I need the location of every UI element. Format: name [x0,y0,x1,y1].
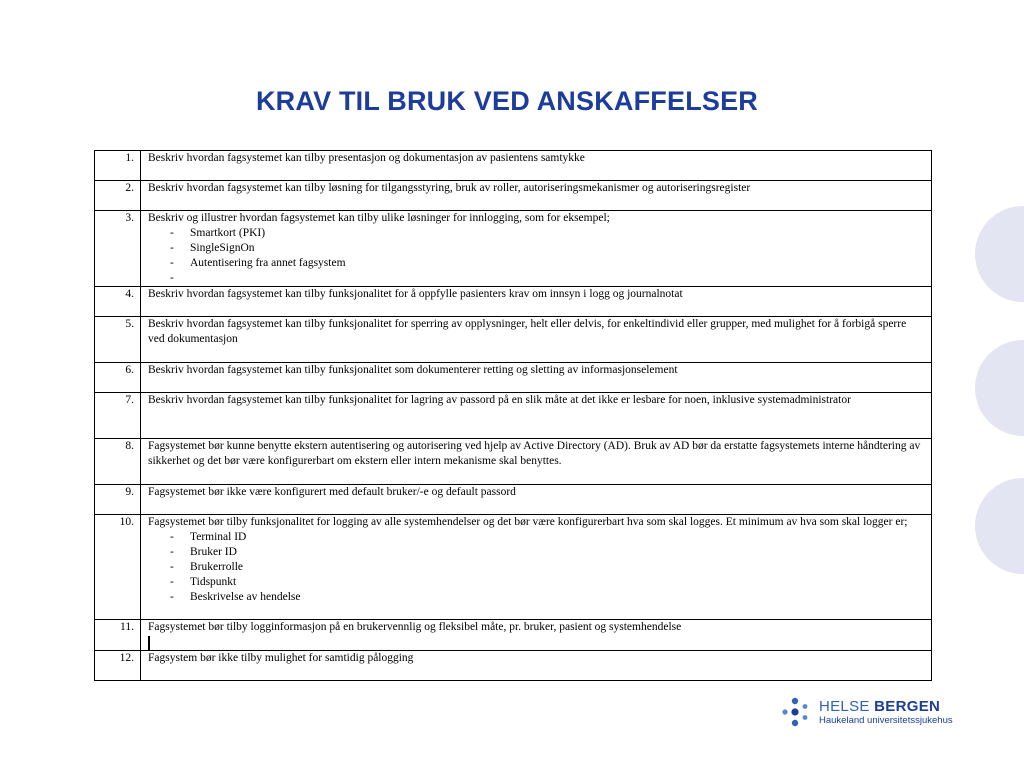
requirement-row [95,439,932,485]
requirement-cell [141,393,932,439]
requirement-number: 2. [95,181,141,211]
requirement-row [95,515,932,620]
decorative-circle-bottom [975,478,1024,574]
requirement-text: Beskriv hvordan fagsystemet kan tilby presentasjon og dokumentasjon av pasientens samtykke [148,152,585,164]
logo-wordmark [819,699,953,714]
requirement-cell [141,439,932,485]
text-cursor [148,636,150,650]
requirement-bullet-item: - Smartkort (PKI) [170,226,925,241]
requirement-cell [141,515,932,620]
requirement-text: Beskriv hvordan fagsystemet kan tilby funksjonalitet for sperring av opplysninger, helt eller delvis, for enkeltindivid eller grupper, med mulighet for å forbigå sperre ved dokumentasjon [148,318,907,345]
requirement-cell [141,211,932,287]
requirement-number: 3. [95,211,141,287]
decorative-circle-top [975,206,1024,302]
requirement-number: 4. [95,287,141,317]
requirement-cell [141,363,932,393]
requirement-cell [141,651,932,681]
requirement-row [95,211,932,287]
requirement-row [95,181,932,211]
requirement-number: 5. [95,317,141,363]
requirement-bullet-item: - Tidspunkt [170,575,925,590]
requirement-bullet-item: - Terminal ID [170,530,925,545]
requirement-bullet-list [148,530,925,605]
requirement-text: Fagsystemet bør ikke være konfigurert med default bruker/-e og default passord [148,486,516,498]
logo-helse: HELSE [819,697,870,715]
requirement-cell [141,620,932,651]
requirement-text: Fagsystemet bør kunne benytte ekstern autentisering og autorisering ved hjelp av Active Directory (AD). Bruk av AD bør da erstatte fagsystemets interne håndtering av sikkerhet og det bør være konfigurerbart om ekstern eller intern mekanisme skal benyttes. [148,440,921,467]
logo-bergen: BERGEN [874,697,941,715]
requirement-cell [141,151,932,181]
requirement-cell [141,317,932,363]
logo-subtitle: Haukeland universitetssjukehus [819,714,953,726]
requirement-cell [141,287,932,317]
requirement-number: 11. [95,620,141,651]
requirement-text: Beskriv hvordan fagsystemet kan tilby funksjonalitet for lagring av passord på en slik måte at det ikke er lesbare for noen, inklusive systemadministrator [148,394,851,406]
requirement-bullet-item: - Bruker ID [170,545,925,560]
requirement-number: 12. [95,651,141,681]
helse-bergen-logo [781,696,953,728]
requirement-number: 9. [95,485,141,515]
helse-bergen-dots-icon [781,696,813,728]
requirement-row [95,363,932,393]
requirement-row [95,651,932,681]
requirement-text: Fagsystemet bør tilby logginformasjon på en brukervennlig og fleksibel måte, pr. bruker, pasient og systemhendelse [148,621,682,633]
decorative-circle-middle [975,340,1024,436]
requirement-number: 10. [95,515,141,620]
requirement-row [95,317,932,363]
requirement-row [95,485,932,515]
requirement-bullet-list [148,226,925,286]
requirement-row [95,151,932,181]
requirement-cell [141,181,932,211]
requirement-number: 1. [95,151,141,181]
requirement-bullet-item: - Autentisering fra annet fagsystem [170,256,925,271]
requirement-text: Beskriv hvordan fagsystemet kan tilby funksjonalitet for å oppfylle pasienters krav om innsyn i logg og journalnotat [148,288,683,300]
requirement-row [95,620,932,651]
requirement-bullet-item [170,271,925,286]
requirement-bullet-item: - Beskrivelse av hendelse [170,590,925,605]
requirement-row [95,287,932,317]
requirement-text: Fagsystemet bør tilby funksjonalitet for logging av alle systemhendelser og det bør være konfigurerbart hva som skal logges. Et minimum av hva som skal logger er; [148,516,908,528]
requirement-bullet-item: - SingleSignOn [170,241,925,256]
requirement-bullet-item: - Brukerrolle [170,560,925,575]
requirement-cell [141,485,932,515]
requirements-table [94,150,932,681]
requirement-text: Beskriv hvordan fagsystemet kan tilby løsning for tilgangsstyring, bruk av roller, autoriseringsmekanismer og autoriseringsregister [148,182,751,194]
slide-title: KRAV TIL BRUK VED ANSKAFFELSER [255,86,759,116]
requirement-text: Fagsystem bør ikke tilby mulighet for samtidig pålogging [148,652,414,664]
requirement-row [95,393,932,439]
requirement-text: Beskriv hvordan fagsystemet kan tilby funksjonalitet som dokumenterer retting og sletting av informasjonselement [148,364,678,376]
requirement-text: Beskriv og illustrer hvordan fagsystemet kan tilby ulike løsninger for innlogging, som for eksempel; [148,212,610,224]
requirement-number: 6. [95,363,141,393]
requirement-number: 8. [95,439,141,485]
requirement-number: 7. [95,393,141,439]
